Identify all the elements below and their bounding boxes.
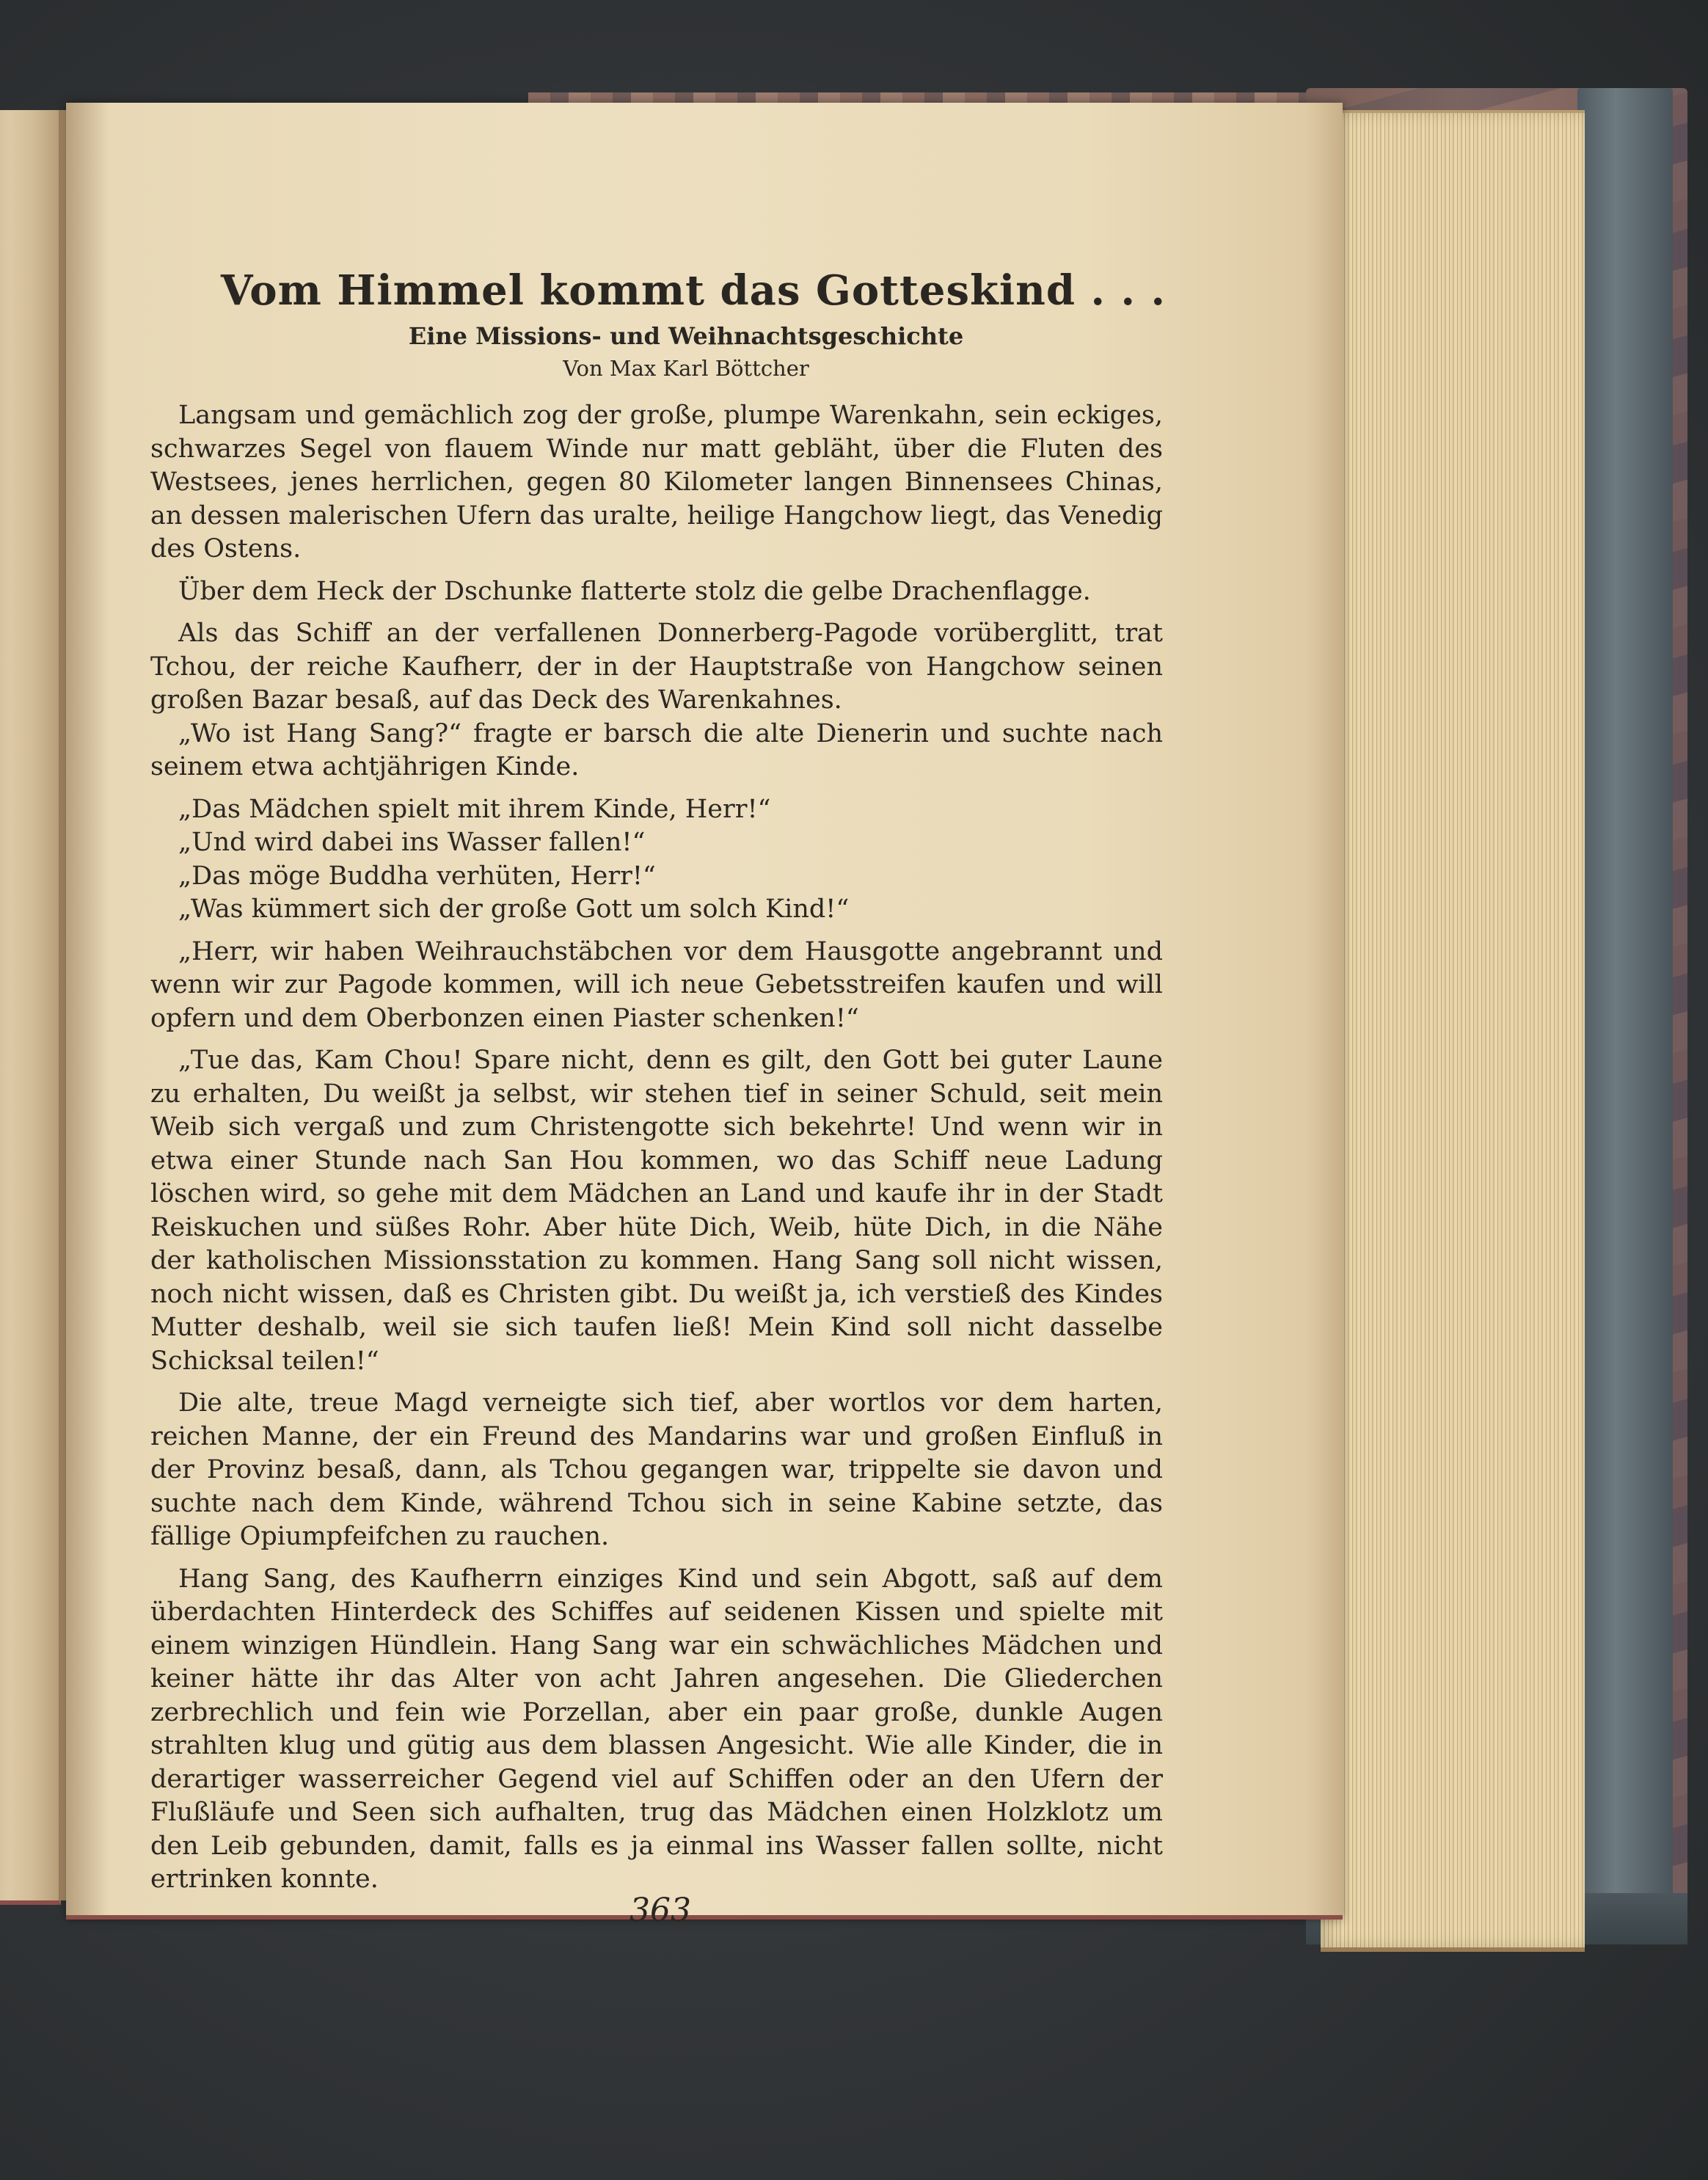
paragraph: Als das Schiff an der verfallenen Donnerberg-Pagode vorüberglitt, trat Tchou, der reiche Kaufherr, der in der Hauptstraße von Hangchow seinen großen Bazar besaß, auf das Deck des Warenkahnes. [150, 619, 1163, 715]
book-spine [1577, 88, 1673, 1944]
paragraph: Über dem Heck der Dschunke flatterte stolz die gelbe Drachenflagge. [178, 576, 1091, 606]
article-author: Von Max Karl Böttcher [563, 356, 809, 381]
paragraph: „Herr, wir haben Weihrauchstäbchen vor dem Hausgotte angebrannt und wenn wir zur Pagode kommen, will ich neue Gebetsstreifen kaufen und will opfern und dem Oberbonzen einen Piaster schenken!“ [150, 936, 1163, 1033]
gutter-shadow [66, 103, 110, 1915]
paragraph: Die alte, treue Magd verneigte sich tief, aber wortlos vor dem harten, reichen Manne, der ein Freund des Mandarins war und großen Einfluß in der Provinz besaß, dann, als Tchou gegangen war, trippelte sie davon und suchte nach dem Kinde, während Tchou sich in seine Kabine setzte, das fällige Opiumpfeifchen zu rauchen. [150, 1388, 1163, 1551]
paragraph: „Was kümmert sich der große Gott um solch Kind!“ [178, 894, 850, 924]
paragraph: „Und wird dabei ins Wasser fallen!“ [178, 828, 646, 857]
paragraph: Hang Sang, des Kaufherrn einziges Kind und sein Abgott, saß auf dem überdachten Hinterdeck des Schiffes auf seidenen Kissen und spielte mit einem winzigen Hündlein. Hang Sang war ein schwächliches Mädchen und keiner hätte ihr das Alter von acht Jahren angesehen. Die Gliederchen zerbrechlich und fein wie Porzellan, aber ein paar große, dunkle Augen strahlten klug und gütig aus dem blassen Angesicht. Wie alle Kinder, die in derartiger wasserreicher Gegend viel auf Schiffen oder an den Ufern der Flußläufe und Seen sich aufhalten, trug das Mädchen einen Holzklotz um den Leib gebunden, damit, falls es ja einmal ins Wasser fallen sollte, nicht ertrinken konnte. [150, 1564, 1163, 1894]
paragraph: „Tue das, Kam Chou! Spare nicht, denn es gilt, den Gott bei guter Laune zu erhalten, Du weißt ja selbst, wir stehen tief in seiner Schuld, seit mein Weib sich vergaß und zum Christengotte sich bekehrte! Und wenn wir in etwa einer Stunde nach San Hou kommen, wo das Schiff neue Ladung löschen wird, so gehe mit dem Mädchen an Land und kaufe ihr in der Stadt Reiskuchen und süßes Rohr. Aber hüte Dich, Weib, hüte Dich, in die Nähe der katholischen Missionsstation zu kommen. Hang Sang soll nicht wissen, noch nicht wissen, daß es Christen gibt. Du weißt ja, ich verstieß des Kindes Mutter deshalb, weil sie sich taufen ließ! Mein Kind soll nicht dasselbe Schicksal teilen!“ [150, 1046, 1163, 1376]
left-facing-page-edge [0, 110, 61, 1905]
paragraph: „Das Mädchen spielt mit ihrem Kinde, Herr!“ [178, 794, 771, 824]
article-title: Vom Himmel kommt das Gotteskind . . . [221, 266, 1166, 315]
page-block-edges [1321, 110, 1585, 1952]
article-body [150, 264, 1166, 1897]
paragraph: Langsam und gemächlich zog der große, plumpe Warenkahn, sein eckiges, schwarzes Segel von flauem Winde nur matt gebläht, über die Fluten des Westsees, jenes herrlichen, gegen 80 Kilometer langen Binnensees Chinas, an dessen malerischen Ufern das uralte, heilige Hangchow liegt, das Venedig des Ostens. [150, 401, 1163, 564]
paragraph: „Wo ist Hang Sang?“ fragte er barsch die alte Dienerin und suchte nach seinem etwa achtjährigen Kinde. [150, 718, 1163, 781]
page-number: 363 [629, 1892, 691, 1929]
paragraph: „Das möge Buddha verhüten, Herr!“ [178, 861, 656, 891]
article-subtitle: Eine Missions- und Weihnachtsgeschichte [408, 322, 964, 350]
